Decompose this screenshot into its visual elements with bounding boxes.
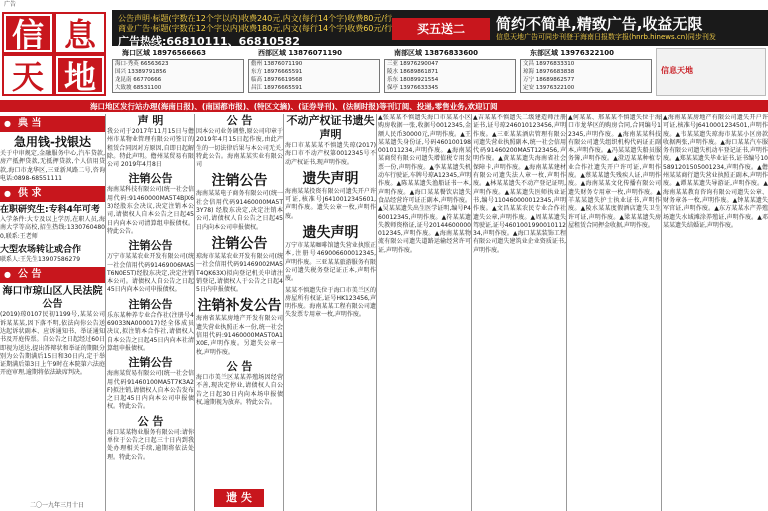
notice-title: 公 告 xyxy=(226,114,253,127)
notice-text: 海南某贸易有限公司(统一社会信用代码91460100MA5T7K3A2F)拟注销,请债权人自本公告发布之日起45日内向本公司申报债权。特此公告。 xyxy=(107,370,194,411)
office-grid-west xyxy=(248,59,380,93)
notice-title: 注销公告 xyxy=(128,172,173,186)
ad-headline-graduate: 在职研究生:专科4年可考 xyxy=(0,205,100,216)
notice-text: 某某不慎遗失位于海口市美兰区的房屋所有权证,证号HK123456,声明作废。海南某某工程有限公司遗失发票专用章一枚,声明作废。 xyxy=(285,286,376,319)
notice-text: 乐东某种养专业合作社(注册号469033NA000017)经全体成员决议,拟注销本合作社,请债权人自本公告之日起45日内向本社清算组申报债权。 xyxy=(107,311,194,352)
office-line: 陵水 18689861871 xyxy=(387,69,439,75)
ad-slogan: 简约不简单,精致广告,收益无限 xyxy=(496,15,703,33)
logo-char-4: 地 xyxy=(56,56,104,94)
lost-listing: ▲海南某某房地产有限公司遗失开户许可证,核准号J6410001234501,声明作废。▲韦某某遗失琼海市某某小区房款收据两张,声明作废。▲海口某某汽车服务有限公司遗失机动车登记证书,声明作废。▲郑某某遗失毕业证书,证书编号105891201505001234,声明作废。▲儋州某某商行遗失营业执照正副本,声明作废。▲谭某某遗失导游证,声明作废。▲海南某某教育咨询有限公司遗失公章、财务章各一枚,声明作废。▲钟某某遗失军官证,声明作废。▲东方某某水产养殖场遗失水域滩涂养殖证,声明作废。▲邓某某遗失结婚证,声明作废。 xyxy=(663,114,768,229)
notice-text: 因本公司业务调整,原公司印章于2019年4月15日起作废,由此产生的一切法律后果与本公司无关,特此公告。海南某某实业有限公司 xyxy=(196,128,283,169)
ad-rate-line-1: 公告声明·标题(字数在12个字以内)收费240元,内文(每行14个字)收费80元/行 xyxy=(118,14,393,23)
notice-title: 注销公告 xyxy=(128,356,173,370)
top-strip-label: 广告 xyxy=(4,1,17,8)
top-strip xyxy=(0,0,768,8)
notice-title: 注销公告 xyxy=(211,235,268,252)
column-notices-b xyxy=(196,114,284,511)
office-line: 乐东 18089921554 xyxy=(387,77,439,83)
column-lost-c xyxy=(473,114,567,511)
column-notices-a xyxy=(107,114,195,511)
office-line: 昌江 18976665591 xyxy=(251,85,303,91)
notice-text: 我公司于2017年11月15日与儋州市某物业管理有限公司签订的租赁合同因对方原因,自即日起解除。特此声明。儋州某贸易有限公司 2019年4月8日 xyxy=(107,128,194,169)
masthead xyxy=(0,8,768,100)
office-line: 大致坡 68531100 xyxy=(115,85,162,91)
office-line: 保亭 13976633345 xyxy=(387,85,439,91)
office-head-south: 南部区域 13876833600 xyxy=(394,49,479,57)
ad-text-farm: 联系人:王先生13907586279 xyxy=(0,256,81,264)
column-lost-a xyxy=(285,114,377,511)
notice-text: 海南某科技有限公司(统一社会信用代码:91460000MA5T4BJX63)经股东会决议,决定注销本公司,请债权人自本公告之日起45日内向本公司清算组申报债权。特此公告。 xyxy=(107,186,194,235)
court-notice-title: 海口市琼山区人民法院公告 xyxy=(2,286,103,311)
notice-title: 遗失声明 xyxy=(302,225,359,242)
subscription-bar xyxy=(0,100,768,112)
notice-text: 海南某某投资有限公司遗失开户许可证,核准号J6410012345601,声明作废。遗失公章一枚,声明作废。 xyxy=(285,187,376,220)
office-line: 国兴 13389791856 xyxy=(115,69,167,75)
notice-text: 海南某某电子商务有限公司(统一社会信用代码91460000MA5T3Y78) 经股东决定,决定注销本公司,请债权人自公告之日起45日内向本公司申报债权。 xyxy=(196,190,283,231)
ad-rate-line-2: 商业广告·标题(字数在12个字以内)收费180元,内文(每行14个字)收费60元/行 xyxy=(118,24,393,33)
column-lost-b xyxy=(378,114,472,511)
office-line: 东方 18976665591 xyxy=(251,69,303,75)
logo-char-3: 天 xyxy=(4,56,52,94)
ad-headline-loan: 急用钱-找银达 xyxy=(14,135,91,149)
notice-title: 公 告 xyxy=(226,359,253,373)
office-line: 三亚 18976290047 xyxy=(387,61,439,67)
office-grid-haikou xyxy=(112,59,244,93)
section-tag-notice: ● 公 告 xyxy=(0,267,105,283)
notice-title: 注销公告 xyxy=(128,297,173,311)
office-line: 临高 18976619568 xyxy=(251,77,303,83)
office-head-west: 西部区域 13876071190 xyxy=(258,49,343,57)
office-directory xyxy=(112,48,652,94)
notice-text: 万宁市某某农业开发有限公司(统一社会信用代码91469006MA5T6N0E5T)经股东决定,决定注销本公司。请债权人自公告之日起45日内向本公司申报债权。 xyxy=(107,253,194,294)
office-head-east: 东部区域 13976322100 xyxy=(530,49,615,57)
notice-title: 声 明 xyxy=(137,114,164,127)
ad-headline-farm: 大型农场转让或合作 xyxy=(0,245,82,256)
lost-listing: ▲何某某、邢某某不慎遗失位于海口市龙华区的购房合同,合同编号12345,声明作废。▲海南某某科技有限公司遗失组织机构代码证正副本,声明作废。▲冯某某遗失船员服务簿,声明作废。▲澄迈某某种植专业合作社遗失开户许可证,声明作废。▲蔡某某遗失残疾人证,声明作废。▲海南某某文化传播有限公司遗失财务专用章一枚,声明作废。▲羊某某遗失护士执业证书,声明作废。▲陵水某某度假酒店遗失卫生许可证,声明作废。▲梁某某遗失房屋租赁合同押金收据,声明作废。 xyxy=(568,114,661,229)
ad-text-loan: 关于中审规定,金融服务中心,汽车贷款,房产抵押贷款,无抵押贷款,个人信用贷款,海口市龙华区,三亚新风路二号,咨询电话:0898-68551111 xyxy=(0,150,105,182)
masthead-emblem xyxy=(656,48,766,96)
ad-rate-banner xyxy=(112,10,768,46)
office-line: 龙昆南 66770666 xyxy=(115,77,162,83)
notice-title: 注销公告 xyxy=(128,239,173,253)
notice-text: 海口某某物业服务有限公司:请你单位于公告之日起三十日内到我处办理相关手续,逾期将依法处理。特此公告。 xyxy=(107,428,194,461)
notice-date: 二〇一九年三月十日 xyxy=(30,502,85,509)
ad-text-graduate: 入学条件:大专及以上学历,在职人员,海南大学等高校,招生热线:13307604800,联系:王老师 xyxy=(0,216,105,240)
section-tag-pawn: ● 典 当 xyxy=(0,116,105,132)
office-line: 海口·秀英 66563623 xyxy=(115,61,169,67)
masthead-emblem-label: 信息天地 xyxy=(661,66,693,75)
section-badge-lost: 遗 失 xyxy=(214,489,264,507)
notice-text: 海口市美兰区某某养殖场因经营不善,现决定停业,请债权人自公告之日起30日内向本场申报债权,逾期视为放弃。特此公告。 xyxy=(196,373,283,406)
office-grid-south xyxy=(384,59,516,93)
notice-text: 万宁市某某咖啡馆遗失营业执照正本,注册号469006600012345,声明作废。三亚某某旅游服务有限公司遗失税务登记证正本,声明作废。 xyxy=(285,242,376,283)
notice-title: 公 告 xyxy=(137,414,164,428)
lost-listing: ▲张某某不慎遗失海口市某某小区购房收据一张,收据号0012345,金额人民币30000元,声明作废。▲王某某遗失身份证,号码460100198001011234,声明作废。▲海南某某商贸有限公司遗失增值税专用发票一份,声明作废。▲李某某遗失机动车行驶证,车牌号琼A12345,声明作废。▲陈某某遗失渔船证书一本,声明作废。▲海口某某餐饮店遗失食品经营许可证正副本,声明作废。▲吴某某遗失出生医学证明,编号P460012345,声明作废。▲符某某遗失教师资格证,证号20144600000012345,声明作废。▲海南某某物流有限公司遗失道路运输经营许可证,声明作废。 xyxy=(378,114,472,254)
office-head-haikou: 海口区域 18976566663 xyxy=(122,49,207,57)
notice-title: 不动产权证书遗失声明 xyxy=(286,114,375,141)
office-line: 万宁 18689862577 xyxy=(523,77,575,83)
notice-title: 注销公告 xyxy=(211,173,268,190)
ad-hotline: 广告热线:66810111、66810582 xyxy=(118,35,300,48)
column-lost-e xyxy=(663,114,768,511)
logo-char-2: 息 xyxy=(56,14,104,52)
notice-text: 海南省某某房地产开发有限公司遗失营业执照正本一份,统一社会信用代码:91460000MA5T0A1X0E,声明作废。另遗失公章一枚,声明作废。 xyxy=(196,315,283,356)
ad-slogan-sub: 信息天地广告可同步刊登于海南日报数字报(hnrb.hinews.cn)同步刊发 xyxy=(496,33,716,41)
newspaper-logo xyxy=(2,12,108,96)
office-line: 文昌 18976833310 xyxy=(523,61,575,67)
column-classifieds xyxy=(0,114,106,511)
section-tag-supply: ● 供 求 xyxy=(0,186,105,202)
office-line: 定安 13976322100 xyxy=(523,85,575,91)
notice-title: 注销补发公告 xyxy=(197,298,282,315)
logo-char-1: 信 xyxy=(4,14,52,52)
notice-text: 琼海市某某农业开发有限公司(统一社会信用代码91469002MA5T4QK63X)拟向登记机关申请注销登记,请债权人于公告之日起45日内申报债权。 xyxy=(196,252,283,294)
office-line: 儋州 13876071190 xyxy=(251,61,303,67)
promo-badge: 买五送二 xyxy=(392,18,490,40)
column-lost-d xyxy=(568,114,662,511)
notice-title: 遗失声明 xyxy=(302,170,359,187)
subscription-text: 海口地区发行站办理(海南日报)、(南国都市报)、(特区文摘)、(证券导刊)、(法制时报)等刊订阅、投递,零售业务,欢迎订阅 xyxy=(90,102,498,111)
lost-listing: ▲吉某某不慎遗失二级建造师注册证书,证号琼246010123456,声明作废。▲三亚某某酒店管理有限公司遗失营业执照副本,统一社会信用代码91460200MA5T123456,声明作废。▲黄某某遗失海南省社会保障卡,声明作废。▲海南某某建材有限公司遗失法人章一枚,声明作废。▲林某某遗失不动产登记证明,声明作废。▲某某遗失医师执业证书,编号110460000012345,声明作废。▲文昌某某农民专业合作社遗失公章,声明作废。▲周某某遗失驾驶证,证号460100199001011234,声明作废。▲海口某某装饰工程有限公司遗失建筑业企业资质证书,声明作废。 xyxy=(473,114,566,254)
court-notice-text: (2019)琼0107民初1199号,某某公司诉某某某,因下落不明,依法向你公告送达起诉状副本、应诉通知书、举证通知书及开庭传票。自公告之日起经过60日即视为送达,提出答辩状和举证的期限分别为公告期满后15日和30日内,定于举证期满后第3日上午9时在本院第六法庭开庭审理,逾期将依法缺席判决。 xyxy=(0,311,105,377)
notice-text: 海口市某某某不慎遗失琼(2017)海口市不动产权第0012345号不动产权证书,现声明作废。 xyxy=(285,142,376,166)
office-grid-east xyxy=(520,59,652,93)
office-line: 琼海 18976683838 xyxy=(523,69,575,75)
